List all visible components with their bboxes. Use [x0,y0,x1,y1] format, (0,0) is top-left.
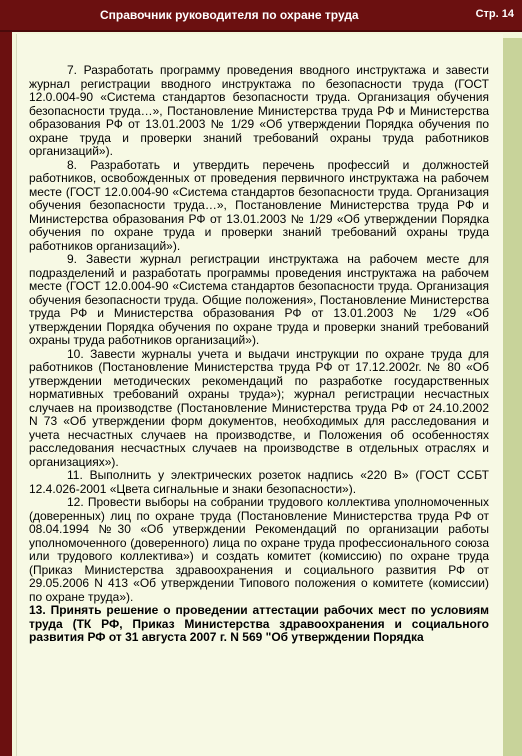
paragraph-item-13: 13. Принять решение о проведении аттестации рабочих мест по условиям труда (ТК РФ, Приказ Министерства здравоохранения и социального развития РФ от 31 августа 2007 г. N 569 "Об утверждении Порядка [29,603,489,644]
page-number: Стр. 14 [475,8,514,20]
document-text [29,64,489,645]
paragraph-item-7: 7. Разработать программу проведения вводного инструктажа и завести журнал регистрации вводного инструктажа по безопасности труда (ГОСТ 12.0.004-90 «Система стандартов безопасности труда. Организация обучения безопасности труда…», Постановление Министерства труда РФ и Министерства образования РФ от 13.01.2003 № 1/29 «Об утверждении Порядка обучения по охране труда и проверки знаний требований охраны труда работников организаций»). [29,63,489,158]
left-border-strip [0,30,12,756]
paragraph-item-8: 8. Разработать и утвердить перечень профессий и должностей работников, освобожденных от проведения первичного инструктажа на рабочем месте (ГОСТ 12.0.004-90 «Система стандартов безопасности труда. Организация обучения безопасности труда…», Постановление Министерства труда РФ и Министерства образования РФ от 13.01.2003 № 1/29 «Об утверждении Порядка обучения по охране труда и проверки знаний требований охраны труда работников организаций»). [29,157,489,253]
header-title: Справочник руководителя по охране труда [100,8,359,22]
paragraph-item-12: 12. Провести выборы на собрании трудового коллектива уполномоченных (доверенных) лиц по охране труда (Постановление Министерства труда РФ от 08.04.1994 №30 «Об утверждении Рекомендаций по организации работы уполномоченного (доверенного) лица по охране труда профессионального союза или трудового коллектива») и создать комитет (комиссию) по охране труда (Приказ Министерства здравоохранения и социального развития РФ от 29.05.2006 N 413 «Об утверждении Типового положения о комитете (комиссии) по охране труда»). [29,495,489,604]
paragraph-item-10: 10. Завести журналы учета и выдачи инструкции по охране труда для работников (Постановление Министерства труда РФ от 17.12.2002г. № 80 «Об утверждении методических рекомендаций по разработке государственных нормативных требований охраны труда»); журнал регистрации несчастных случаев на производстве (Постановление Министерства труда РФ от 24.10.2002 N 73 «Об утверждении форм документов, необходимых для расследования и учета несчастных случаев на производстве, и Положения об особенностях расследования несчастных случаев на производстве в отдельных отраслях и организациях»). [29,346,489,469]
document-content [16,34,503,756]
paragraph-item-11: 11. Выполнить у электрических розеток надпись «220 В» (ГОСТ ССБТ 12.4.026-2001 «Цвета сигнальные и знаки безопасности»). [29,468,489,496]
page-header [0,0,522,32]
paragraph-item-9: 9. Завести журнал регистрации инструктажа на рабочем месте для подразделений и разработать программы проведения инструктажа на рабочем месте (ГОСТ 12.0.004-90 «Система стандартов безопасности труда. Организация обучения безопасности труда. Общие положения», Постановление Министерства труда РФ и Министерства образования РФ от 13.01.2003 № 1/29 «Об утверждении Порядка обучения по охране труда и проверки знаний требований охраны труда работников организаций»). [29,252,489,347]
